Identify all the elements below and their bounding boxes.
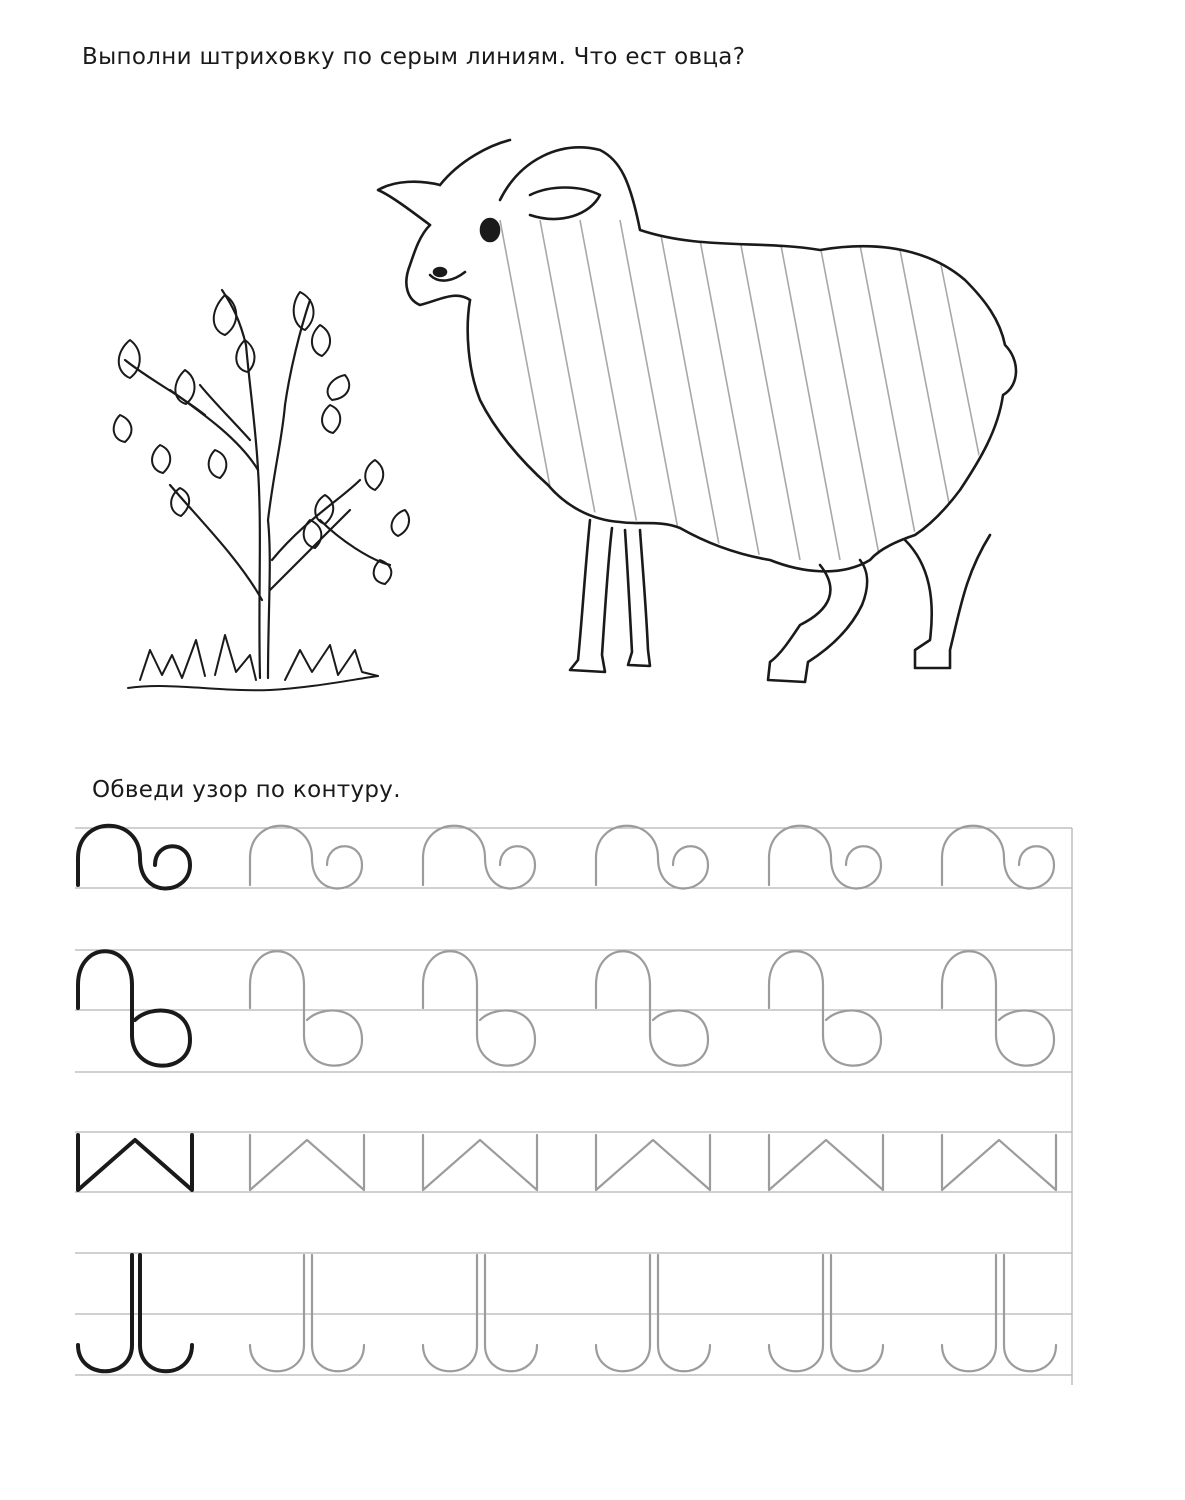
- pattern-row-4: [78, 1255, 1056, 1371]
- pattern-row-2: [78, 951, 1054, 1065]
- task-instruction-pattern-tracing: Обведи узор по контуру.: [92, 777, 401, 803]
- sample-arch-hook-loop: [78, 951, 190, 1065]
- ruling-lines: [75, 828, 1072, 1385]
- sample-zigzag: [78, 1135, 192, 1190]
- sample-arch-loop: [78, 826, 190, 889]
- trace-arch-hook-loop-group: [250, 951, 1054, 1065]
- trace-zigzag-group: [250, 1135, 1056, 1190]
- pattern-row-1: [78, 826, 1054, 889]
- trace-double-hook-group: [250, 1255, 1056, 1371]
- task-instruction-hatching: Выполни штриховку по серым линиям. Что ест овца?: [82, 44, 746, 70]
- pattern-row-3: [78, 1135, 1056, 1190]
- sample-double-hook: [78, 1255, 192, 1371]
- trace-arch-loop-group: [250, 826, 1054, 889]
